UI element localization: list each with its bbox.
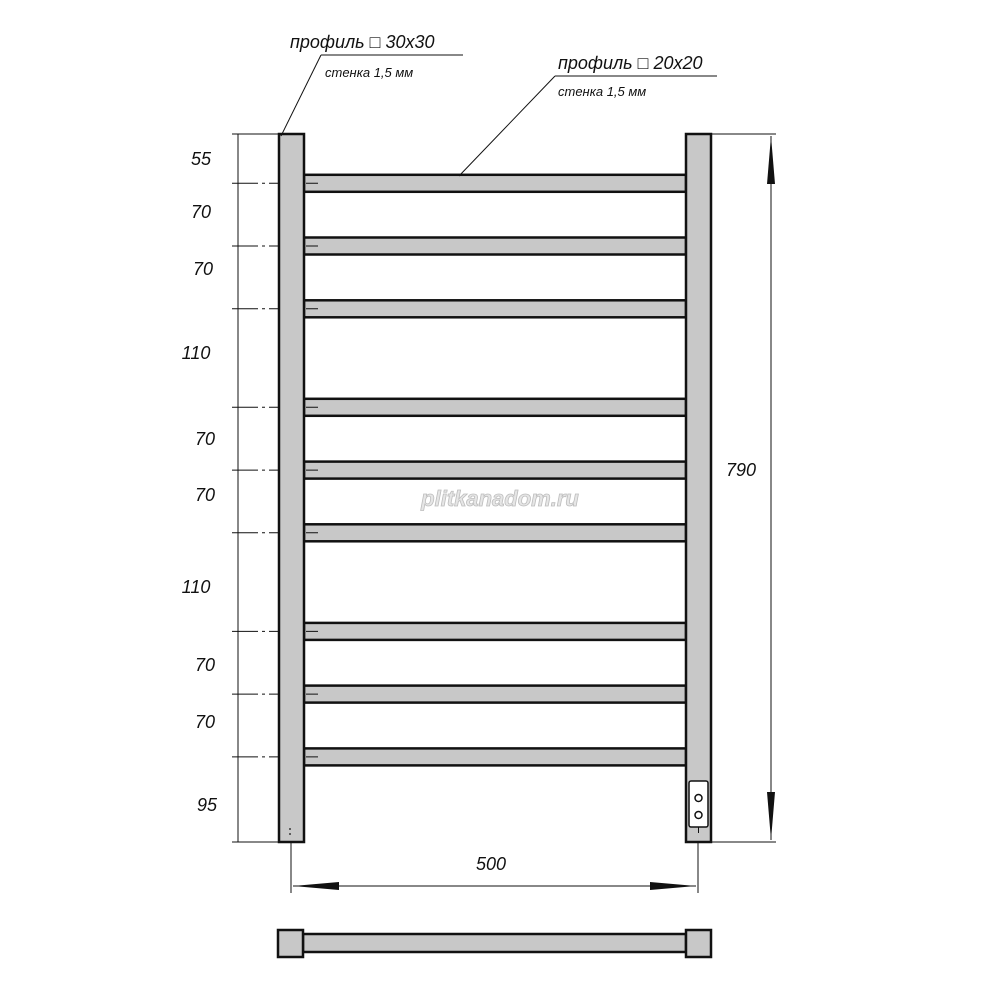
rungs-group [304, 175, 686, 766]
watermark: plitkanadom.ru [421, 486, 579, 511]
switch-button-icon [695, 812, 702, 819]
rung [304, 524, 686, 541]
width-dim-label: 500 [475, 854, 507, 874]
spacing-label: 110 [181, 343, 211, 363]
spacing-labels [182, 149, 218, 815]
arrow-up-icon [767, 136, 775, 184]
left-post [279, 134, 304, 842]
side-profile-sub: стенка 1,5 мм [325, 65, 414, 80]
bar-profile-title: профиль □ 20x20 [558, 53, 703, 73]
side-profile-title: профиль □ 30x30 [290, 32, 435, 52]
spacing-label: 70 [194, 712, 216, 732]
rung [304, 748, 686, 765]
top-view-right-post [686, 930, 711, 957]
rung [304, 399, 686, 416]
top-view-left-post [278, 930, 303, 957]
switch-button-icon [695, 795, 702, 802]
spacing-label: 55 [190, 149, 212, 169]
height-dim-label: 790 [725, 460, 757, 480]
rung [304, 623, 686, 640]
spacing-label: 95 [196, 795, 218, 815]
rung [304, 462, 686, 479]
top-view-rung [303, 934, 686, 952]
arrow-down-icon [767, 792, 775, 840]
spacing-label: 70 [190, 202, 212, 222]
left-post-dot [289, 828, 291, 830]
bar-profile-leader [459, 76, 555, 176]
rung [304, 300, 686, 317]
left-post-dot [289, 833, 291, 835]
rung [304, 686, 686, 703]
side-profile-leader [281, 55, 321, 136]
spacing-label: 70 [194, 429, 216, 449]
spacing-label: 70 [194, 485, 216, 505]
spacing-label: 70 [192, 259, 214, 279]
spacing-label: 70 [194, 655, 216, 675]
right-post [686, 134, 711, 842]
rung [304, 175, 686, 192]
bar-profile-sub: стенка 1,5 мм [558, 84, 647, 99]
rung [304, 238, 686, 255]
switch-box [689, 781, 708, 827]
arrow-right-icon [650, 882, 696, 890]
arrow-left-icon [293, 882, 339, 890]
spacing-label: 110 [181, 577, 211, 597]
